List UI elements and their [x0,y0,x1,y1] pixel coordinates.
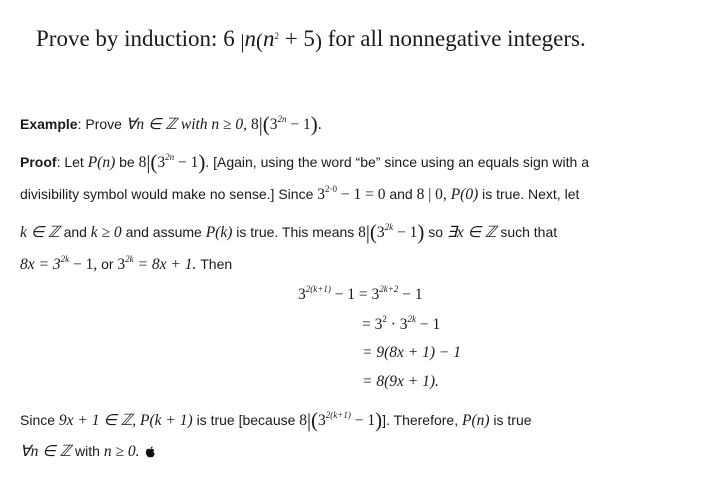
proof-label: Proof [20,154,57,170]
proof-claim-1: $8|(3^{2n} - 1)$ [138,150,206,174]
equation-line-3: = 9(8x + 1) − 1 [362,344,461,361]
proof-claim-5: $8|(3^{2(k+1)} - 1)$ [299,408,383,432]
example-line: Example: Prove ∀n ∈ ℤ with n ≥ 0, $8|(3^{2n} - 1)$. [20,112,322,136]
proof-line-1: Proof: Let P(n) be $8|(3^{2n} - 1)$. [Again, using the word “be” since using an equals sign with a [20,150,589,174]
proof-line-3: k ∈ ℤ and k ≥ 0 and assume P(k) is true. This means $8|(3^{2k} - 1)$ so ∃x ∈ ℤ such that [20,220,558,244]
title-lead: Prove by induction: [36,26,218,51]
equation-line-1: $3^{2(k+1)} - 1 = 3^{2k+2} - 1$ [298,284,423,303]
title-math: 6 $|n(n^2 + 5)$ [223,26,322,53]
equation-line-4: = 8(9x + 1). [362,373,439,390]
since-math: $3^{2\cdot 0} - 1 = 0$ [317,184,386,203]
example-forall: ∀n ∈ ℤ with n ≥ 0, [125,116,248,133]
page-title [36,26,586,54]
eq-3-2k: $3^{2k} = 8x + 1$. [117,254,197,273]
eq-8x: $8x = 3^{2k} - 1$, [20,254,98,273]
apple-icon [145,445,156,457]
example-claim: $8|(3^{2n} - 1)$. [250,112,322,136]
proof-line-6: ∀n ∈ ℤ with n ≥ 0. [20,442,156,461]
title-tail: for all nonnegative integers. [327,26,586,51]
proof-line-2: divisibility symbol would make no sense.] Since $3^{2\cdot 0} - 1 = 0$ and 8 | 0, P(0) is true. Next, let [20,184,580,203]
proof-claim-3: $8|(3^{2k} - 1)$ [358,220,425,244]
proof-line-4: $8x = 3^{2k} - 1$, or $3^{2k} = 8x + 1$. Then [20,254,233,273]
equation-line-2: = $3^2 \cdot 3^{2k} - 1$ [362,314,441,333]
example-label: Example [20,116,78,132]
proof-line-5: Since 9x + 1 ∈ ℤ, P(k + 1) is true [because $8|(3^{2(k+1)} - 1)$]. Therefore, P(n) is true [20,408,532,432]
